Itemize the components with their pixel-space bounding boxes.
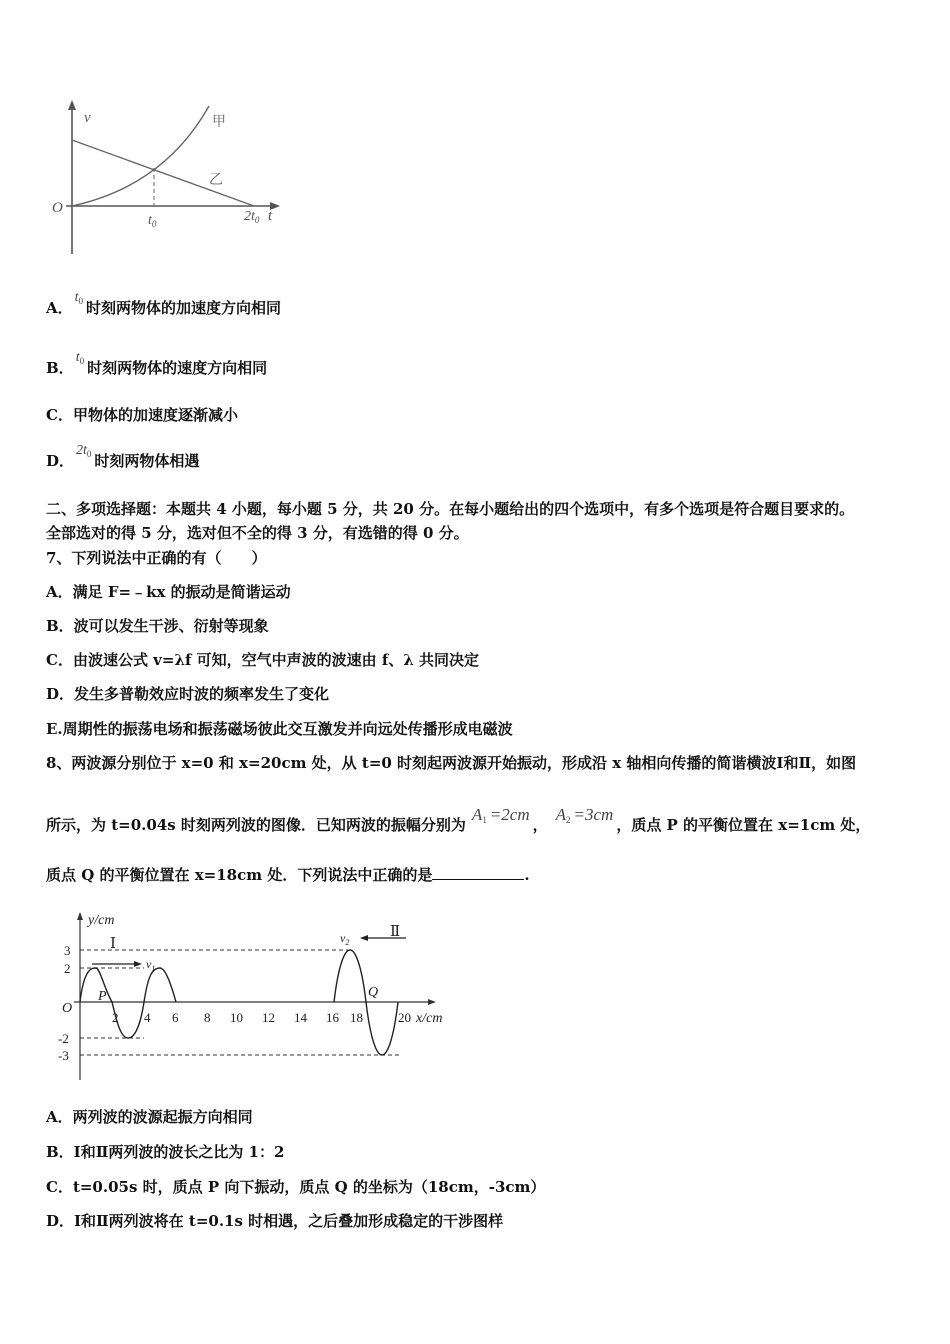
v1-label: $v_1$ <box>146 957 156 973</box>
x-axis-label: x/cm <box>416 1011 443 1026</box>
2t0-tick-label: $2t_0$ <box>244 209 260 225</box>
option-label: C． <box>46 406 73 424</box>
q8-option-c: C．t=0.05s 时，质点 P 向下振动，质点 Q 的坐标为（18cm，-3cm） <box>46 1178 546 1196</box>
q8-option-b: B．Ⅰ和Ⅱ两列波的波长之比为 1：2 <box>46 1143 285 1161</box>
xtick-18: 18 <box>350 1010 363 1025</box>
t0-symbol: $t_0$ <box>74 290 84 306</box>
point-p-label: P <box>98 989 107 1004</box>
section2-heading-line1: 二、多项选择题：本题共 4 小题，每小题 5 分，共 20 分。在每小题给出的四个选项中，有多个选项是符合题目要求的。 <box>46 500 855 518</box>
q8-option-d: D．Ⅰ和Ⅱ两列波将在 t=0.1s 时相遇，之后叠加形成稳定的干涉图样 <box>46 1212 504 1230</box>
origin-label: O <box>52 200 63 216</box>
amplitude-a1: A1 =2cm <box>471 805 530 825</box>
xtick-12: 12 <box>262 1010 275 1025</box>
ytick-2: 2 <box>64 961 71 976</box>
xtick-4: 4 <box>144 1010 151 1025</box>
option-text: 时刻两物体相遇 <box>94 452 200 470</box>
curve-jia <box>72 106 209 206</box>
xtick-2: 2 <box>112 1010 119 1025</box>
option-label: B． <box>46 359 74 377</box>
wave-graph <box>50 908 470 1088</box>
v-axis-label: v <box>84 110 91 126</box>
q8-option-a: A．两列波的波源起振方向相同 <box>46 1108 253 1126</box>
q6-option-b <box>46 350 268 378</box>
point-q-label: Q <box>368 985 379 1000</box>
xtick-6: 6 <box>172 1010 179 1025</box>
line-yi-label: 乙 <box>209 173 223 188</box>
q6-option-a <box>46 290 282 318</box>
x-axis-arrow <box>428 999 436 1005</box>
v2-label: $v_2$ <box>340 931 350 947</box>
y-axis-label: y/cm <box>88 913 115 928</box>
t0-tick-label: $t_0$ <box>148 213 157 229</box>
xtick-20: 20 <box>398 1010 411 1025</box>
q8-stem-line2 <box>46 805 871 835</box>
option-text: 甲物体的加速度逐渐减小 <box>72 406 238 424</box>
q8-stem-text: ，质点 P 的平衡位置在 x=1cm 处， <box>616 816 871 834</box>
xtick-8: 8 <box>204 1010 211 1025</box>
option-label: A． <box>46 299 73 317</box>
q7-option-a: A．满足 F=﹣kx 的振动是简谐运动 <box>46 583 291 601</box>
v1-arrowhead <box>134 961 142 967</box>
xtick-14: 14 <box>294 1010 307 1025</box>
origin-label: O <box>62 1001 73 1016</box>
xtick-16: 16 <box>326 1010 339 1025</box>
curve-jia-label: 甲 <box>212 115 226 130</box>
option-text: 时刻两物体的速度方向相同 <box>87 359 268 377</box>
wave-I-curve <box>80 968 176 1038</box>
q8-stem-text: 所示，为 t=0.04s 时刻两列波的图像．已知两波的振幅分别为 <box>46 816 466 834</box>
q7-option-b: B．波可以发生干涉、衍射等现象 <box>46 617 269 635</box>
q7-option-d: D．发生多普勒效应时波的频率发生了变化 <box>46 685 330 703</box>
amplitude-a2: A2 =3cm <box>555 805 614 825</box>
q7-option-c: C．由波速公式 v=λf 可知，空气中声波的波速由 f、λ 共同决定 <box>46 651 480 669</box>
t0-symbol: $t_0$ <box>75 350 85 366</box>
option-text: 时刻两物体的加速度方向相同 <box>86 299 282 317</box>
q8-stem-line1: 8、两波源分别位于 x=0 和 x=20cm 处，从 t=0 时刻起两波源开始振动，形成沿 x 轴相向传播的简谐横波Ⅰ和Ⅱ，如图 <box>46 754 857 772</box>
ytick-minus3: -3 <box>58 1048 69 1063</box>
answer-blank[interactable] <box>432 865 524 880</box>
2t0-symbol: $2t_0$ <box>76 443 92 459</box>
q6-option-d <box>46 443 200 471</box>
t-axis-label: t <box>268 208 273 224</box>
wave-I-label: Ⅰ <box>110 936 116 952</box>
velocity-time-graph <box>44 96 294 261</box>
ytick-3: 3 <box>64 943 71 958</box>
v-axis-arrow <box>68 100 76 110</box>
separator: ， <box>532 816 548 834</box>
v2-arrowhead <box>360 935 368 941</box>
q8-stem-text: 质点 Q 的平衡位置在 x=18cm 处．下列说法中正确的是 <box>46 866 433 884</box>
q7-option-e: E.周期性的振荡电场和振荡磁场彼此交互激发并向远处传播形成电磁波 <box>46 720 513 738</box>
q8-stem-line3: 质点 Q 的平衡位置在 x=18cm 处．下列说法中正确的是 . <box>46 866 530 884</box>
q6-option-c <box>46 404 238 425</box>
wave-II-label: Ⅱ <box>390 924 401 940</box>
q7-stem: 7、下列说法中正确的有（ ） <box>46 549 267 567</box>
section2-heading-line2: 全部选对的得 5 分，选对但不全的得 3 分，有选错的得 0 分。 <box>46 524 469 542</box>
xtick-10: 10 <box>230 1010 243 1025</box>
option-label: D． <box>46 452 75 470</box>
line-yi <box>72 140 254 206</box>
y-axis-arrow <box>77 912 83 920</box>
ytick-minus2: -2 <box>58 1031 69 1046</box>
